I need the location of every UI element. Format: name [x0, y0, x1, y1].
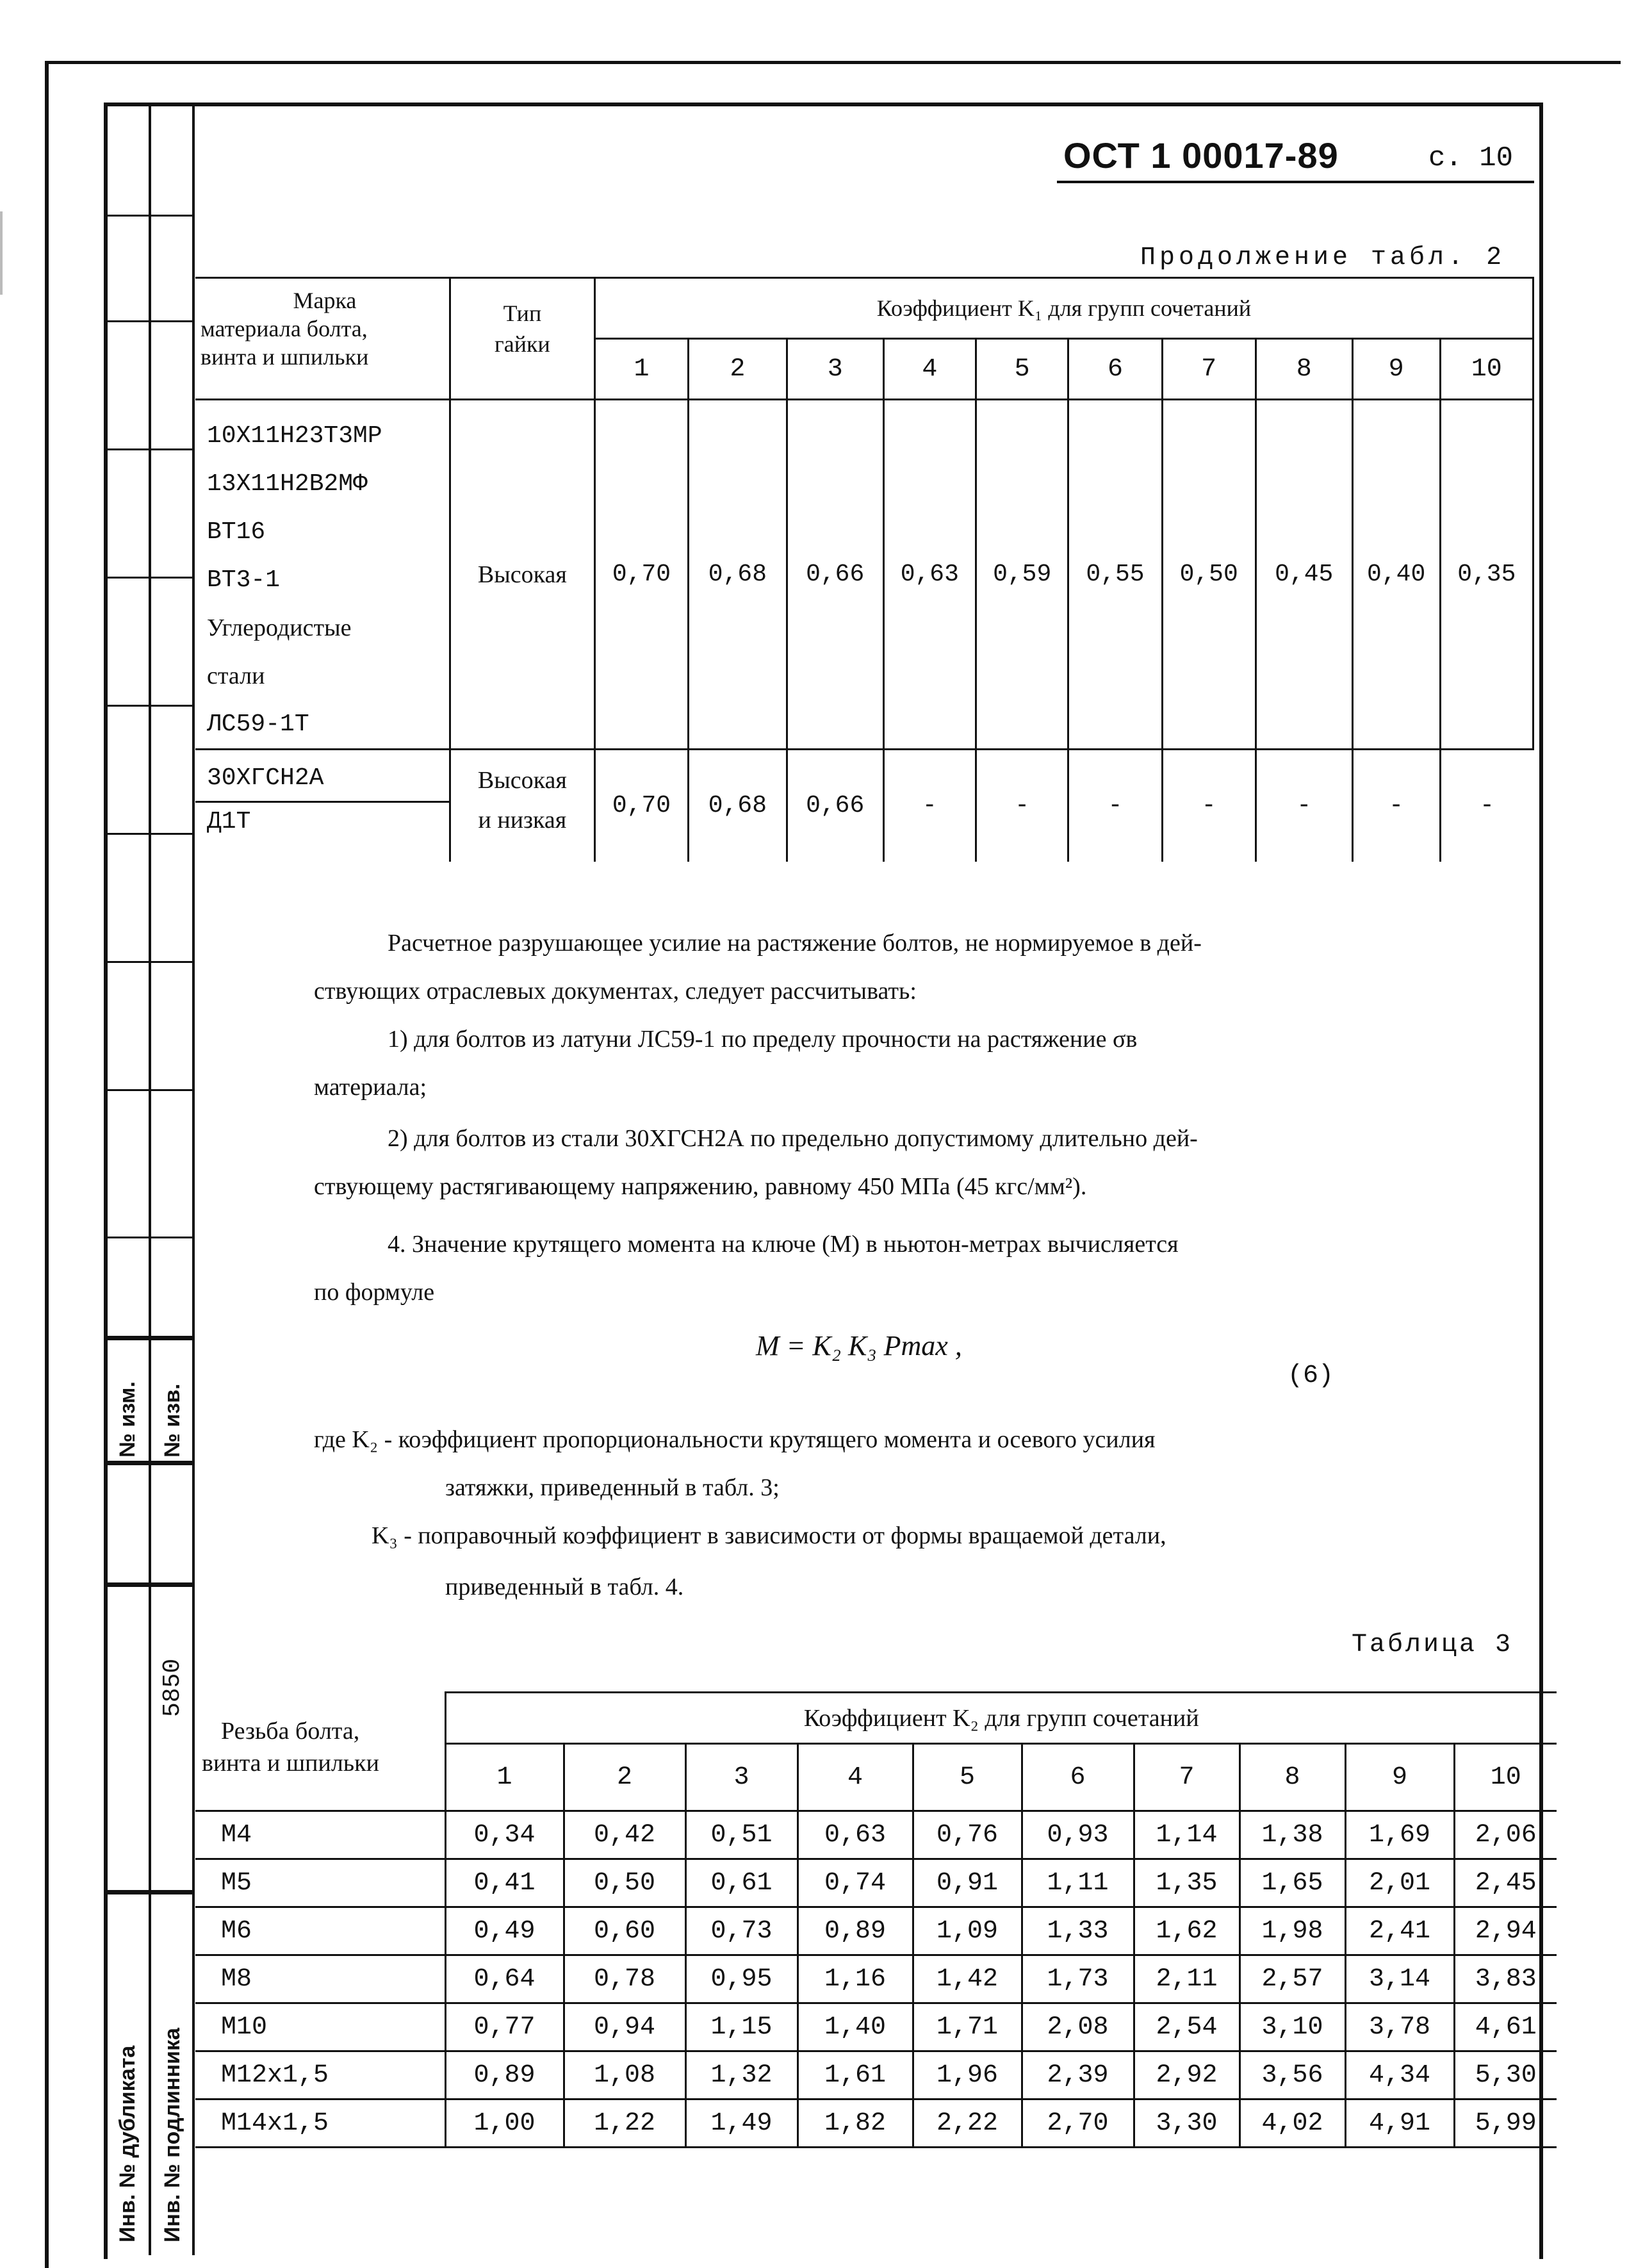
table-row — [195, 2100, 1557, 2148]
sidebar-rule — [104, 1237, 193, 1238]
k2-value: 1,61 — [798, 2051, 913, 2100]
table-row — [195, 1811, 1557, 1859]
k1-value: 0,66 — [787, 400, 883, 750]
k2-value: 0,74 — [798, 1859, 913, 1907]
paragraph-line: ствующих отраслевых документах, следует рассчитывать: — [314, 978, 917, 1005]
k2-value: 0,89 — [445, 2051, 564, 2100]
group-header: 7 — [1162, 339, 1256, 400]
paragraph-line: 2) для болтов из стали 30ХГСН2А по предельно допустимому длительно дей- — [388, 1125, 1198, 1152]
k2-value: 4,91 — [1345, 2100, 1454, 2148]
material-name: стали — [207, 662, 265, 689]
table-row — [195, 2051, 1557, 2100]
table3 — [195, 1691, 1557, 2148]
sidebar-rule — [104, 577, 193, 579]
paragraph-line: ствующему растягивающему напряжению, равному 450 МПа (45 кгс/мм²). — [314, 1173, 1087, 1200]
thread-size: М6 — [195, 1907, 445, 1955]
k2-value: 0,95 — [685, 1955, 798, 2003]
k1-value: 0,68 — [689, 750, 787, 862]
definition-line: где K₂ - коэффициент пропорциональности крутящего момента и осевого усилия — [314, 1426, 1156, 1453]
material-name: ЛС59-1Т — [207, 711, 309, 738]
k1-value: 0,66 — [787, 750, 883, 862]
k1-value: - — [1256, 750, 1352, 862]
k2-value: 1,33 — [1022, 1907, 1134, 1955]
formula-number: (6) — [1288, 1361, 1334, 1390]
header-text: Марка — [293, 288, 357, 313]
k2-value: 4,61 — [1454, 2003, 1557, 2051]
thread-size: М4 — [195, 1811, 445, 1859]
group-header: 9 — [1345, 1744, 1454, 1811]
table-row — [195, 750, 1534, 862]
k2-value: 1,14 — [1134, 1811, 1239, 1859]
k1-value: 0,59 — [976, 400, 1068, 750]
sidebar-column-divider — [149, 103, 151, 2255]
k2-value: 3,14 — [1345, 1955, 1454, 2003]
paragraph-line: 4. Значение крутящего момента на ключе (M) в ньютон-метрах вычисляется — [388, 1231, 1179, 1258]
sidebar-rule — [104, 1582, 193, 1587]
table3-header-coef: Коэффициент K₂ для групп сочетаний — [445, 1693, 1557, 1744]
k2-value: 3,56 — [1239, 2051, 1345, 2100]
k1-value: 0,68 — [689, 400, 787, 750]
k1-value: 0,63 — [883, 400, 976, 750]
sidebar-label-izv: № изв. — [160, 1383, 184, 1458]
table2 — [195, 277, 1534, 862]
k2-value: 3,30 — [1134, 2100, 1239, 2148]
k2-value: 3,10 — [1239, 2003, 1345, 2051]
k2-value: 1,32 — [685, 2051, 798, 2100]
k1-value: - — [1068, 750, 1162, 862]
table3-label: Таблица 3 — [1352, 1631, 1514, 1659]
group-header: 10 — [1440, 339, 1533, 400]
definition-line: приведенный в табл. 4. — [445, 1574, 684, 1600]
k2-value: 0,89 — [798, 1907, 913, 1955]
sidebar-rule — [104, 1336, 193, 1340]
k2-value: 0,94 — [564, 2003, 685, 2051]
k1-value: 0,70 — [594, 400, 688, 750]
thread-size: М5 — [195, 1859, 445, 1907]
k2-value: 0,77 — [445, 2003, 564, 2051]
k2-value: 4,34 — [1345, 2051, 1454, 2100]
nut-type: Высокая — [450, 400, 594, 750]
k1-value: 0,35 — [1440, 400, 1533, 750]
group-header: 9 — [1352, 339, 1440, 400]
k2-value: 1,96 — [913, 2051, 1022, 2100]
material-list — [195, 400, 450, 750]
table2-continuation-label: Продолжение табл. 2 — [1140, 243, 1506, 272]
group-header: 10 — [1454, 1744, 1557, 1811]
sidebar-rule — [104, 1089, 193, 1091]
k1-value: 0,40 — [1352, 400, 1440, 750]
table2-header-material — [195, 278, 450, 400]
definition-line: K₃ - поправочный коэффициент в зависимости от формы вращаемой детали, — [372, 1522, 1166, 1549]
k2-value: 1,73 — [1022, 1955, 1134, 2003]
material-name: Углеродистые — [207, 614, 352, 641]
sidebar-rule — [104, 705, 193, 707]
formula: M = K₂ K₃ Pmax , — [756, 1330, 962, 1361]
definition-line: затяжки, приведенный в табл. 3; — [445, 1474, 780, 1501]
k2-value: 2,39 — [1022, 2051, 1134, 2100]
scan-mark — [0, 211, 3, 295]
paragraph-line: по формуле — [314, 1279, 435, 1306]
group-header: 7 — [1134, 1744, 1239, 1811]
k2-value: 0,41 — [445, 1859, 564, 1907]
k2-value: 1,71 — [913, 2003, 1022, 2051]
k2-value: 2,45 — [1454, 1859, 1557, 1907]
k2-value: 4,02 — [1239, 2100, 1345, 2148]
k2-value: 0,93 — [1022, 1811, 1134, 1859]
material-name: 10Х11Н23Т3МР — [207, 422, 382, 450]
header-rule — [1057, 181, 1534, 183]
k2-value: 1,40 — [798, 2003, 913, 2051]
k2-value: 1,65 — [1239, 1859, 1345, 1907]
k2-value: 2,92 — [1134, 2051, 1239, 2100]
k1-value: 0,45 — [1256, 400, 1352, 750]
k1-value: - — [1440, 750, 1533, 862]
header-text: материала болта, — [200, 316, 368, 341]
k2-value: 2,94 — [1454, 1907, 1557, 1955]
group-header: 8 — [1239, 1744, 1345, 1811]
table2-header-nut — [450, 278, 594, 400]
table-row — [195, 400, 1534, 750]
header-text: Резьба болта, — [221, 1717, 360, 1745]
doc-number: ОСТ 1 00017-89 — [1063, 135, 1339, 176]
table-row — [195, 1907, 1557, 1955]
material-name: 30ХГСН2А — [195, 750, 449, 803]
k2-value: 1,09 — [913, 1907, 1022, 1955]
header-text: винта и шпильки — [202, 1749, 379, 1777]
paragraph-line: Расчетное разрушающее усилие на растяжение болтов, не нормируемое в дей- — [388, 930, 1202, 957]
k2-value: 2,70 — [1022, 2100, 1134, 2148]
k2-value: 2,11 — [1134, 1955, 1239, 2003]
thread-size: М10 — [195, 2003, 445, 2051]
thread-size: М12х1,5 — [195, 2051, 445, 2100]
material-name: 13Х11Н2В2МФ — [207, 470, 368, 498]
material-list — [195, 750, 450, 862]
sidebar-rule — [104, 215, 193, 217]
k2-value: 1,82 — [798, 2100, 913, 2148]
k2-value: 1,42 — [913, 1955, 1022, 2003]
k2-value: 1,38 — [1239, 1811, 1345, 1859]
sidebar-rule — [104, 1890, 193, 1894]
group-header: 6 — [1068, 339, 1162, 400]
group-header: 4 — [883, 339, 976, 400]
material-name: ВТ3-1 — [207, 566, 281, 594]
k2-value: 1,62 — [1134, 1907, 1239, 1955]
k2-value: 0,78 — [564, 1955, 685, 2003]
nut-type-line: Высокая — [477, 767, 567, 794]
sidebar-column-divider — [192, 103, 195, 2255]
thread-size: М14х1,5 — [195, 2100, 445, 2148]
table-row — [195, 1955, 1557, 2003]
k1-value: 0,55 — [1068, 400, 1162, 750]
material-name: ВТ16 — [207, 518, 266, 546]
thread-size: М8 — [195, 1955, 445, 2003]
group-header: 5 — [976, 339, 1068, 400]
k2-value: 1,15 — [685, 2003, 798, 2051]
sidebar-rule — [104, 448, 193, 450]
table-row — [195, 2003, 1557, 2051]
table-row — [195, 1859, 1557, 1907]
sidebar-label-inv-dubl: Инв. № дубликата — [115, 2045, 140, 2242]
k1-value: - — [976, 750, 1068, 862]
k2-value: 0,49 — [445, 1907, 564, 1955]
sidebar-rule — [104, 320, 193, 322]
nut-type — [450, 750, 594, 862]
k2-value: 2,41 — [1345, 1907, 1454, 1955]
sidebar-number: 5850 — [159, 1658, 186, 1717]
group-header: 5 — [913, 1744, 1022, 1811]
k2-value: 0,76 — [913, 1811, 1022, 1859]
paragraph-line: материала; — [314, 1074, 427, 1101]
k2-value: 0,61 — [685, 1859, 798, 1907]
k2-value: 0,50 — [564, 1859, 685, 1907]
k2-value: 2,57 — [1239, 1955, 1345, 2003]
group-header: 2 — [689, 339, 787, 400]
k2-value: 0,60 — [564, 1907, 685, 1955]
k1-value: 0,70 — [594, 750, 688, 862]
k2-value: 5,30 — [1454, 2051, 1557, 2100]
sidebar-rule — [104, 1461, 193, 1465]
k2-value: 1,08 — [564, 2051, 685, 2100]
nut-type-line: и низкая — [478, 807, 567, 834]
group-header: 3 — [787, 339, 883, 400]
k2-value: 0,91 — [913, 1859, 1022, 1907]
k2-value: 1,16 — [798, 1955, 913, 2003]
group-header: 1 — [445, 1744, 564, 1811]
table2-header-coef: Коэффициент K₁ для групп сочетаний — [594, 278, 1533, 339]
material-name: Д1Т — [207, 808, 251, 835]
k2-value: 2,01 — [1345, 1859, 1454, 1907]
k2-value: 3,83 — [1454, 1955, 1557, 2003]
k1-value: - — [883, 750, 976, 862]
k2-value: 0,34 — [445, 1811, 564, 1859]
k2-value: 0,63 — [798, 1811, 913, 1859]
page-number: с. 10 — [1428, 142, 1514, 174]
header-text: гайки — [495, 331, 550, 357]
k2-value: 1,11 — [1022, 1859, 1134, 1907]
k2-value: 2,08 — [1022, 2003, 1134, 2051]
k2-value: 1,98 — [1239, 1907, 1345, 1955]
sidebar-rule — [104, 961, 193, 963]
group-header: 1 — [594, 339, 688, 400]
k2-value: 3,78 — [1345, 2003, 1454, 2051]
k2-value: 1,69 — [1345, 1811, 1454, 1859]
k2-value: 5,99 — [1454, 2100, 1557, 2148]
k2-value: 0,73 — [685, 1907, 798, 1955]
k2-value: 1,49 — [685, 2100, 798, 2148]
group-header: 6 — [1022, 1744, 1134, 1811]
group-header: 2 — [564, 1744, 685, 1811]
k2-value: 2,06 — [1454, 1811, 1557, 1859]
k2-value: 1,22 — [564, 2100, 685, 2148]
group-header: 3 — [685, 1744, 798, 1811]
table3-header-thread — [195, 1693, 445, 1811]
k2-value: 2,22 — [913, 2100, 1022, 2148]
group-header: 8 — [1256, 339, 1352, 400]
k2-value: 0,42 — [564, 1811, 685, 1859]
sidebar-rule — [104, 833, 193, 835]
sidebar-label-inv-podl: Инв. № подлинника — [160, 2028, 184, 2242]
k1-value: - — [1352, 750, 1440, 862]
header-text: винта и шпильки — [200, 344, 369, 370]
k1-value: - — [1162, 750, 1256, 862]
group-header: 4 — [798, 1744, 913, 1811]
paragraph-line: 1) для болтов из латуни ЛС59-1 по пределу прочности на растяжение σв — [388, 1026, 1138, 1053]
sidebar-label-izm: № изм. — [115, 1381, 140, 1458]
k2-value: 1,00 — [445, 2100, 564, 2148]
k2-value: 0,64 — [445, 1955, 564, 2003]
header-text: Тип — [503, 300, 542, 326]
k2-value: 1,35 — [1134, 1859, 1239, 1907]
k1-value: 0,50 — [1162, 400, 1256, 750]
k2-value: 2,54 — [1134, 2003, 1239, 2051]
k2-value: 0,51 — [685, 1811, 798, 1859]
